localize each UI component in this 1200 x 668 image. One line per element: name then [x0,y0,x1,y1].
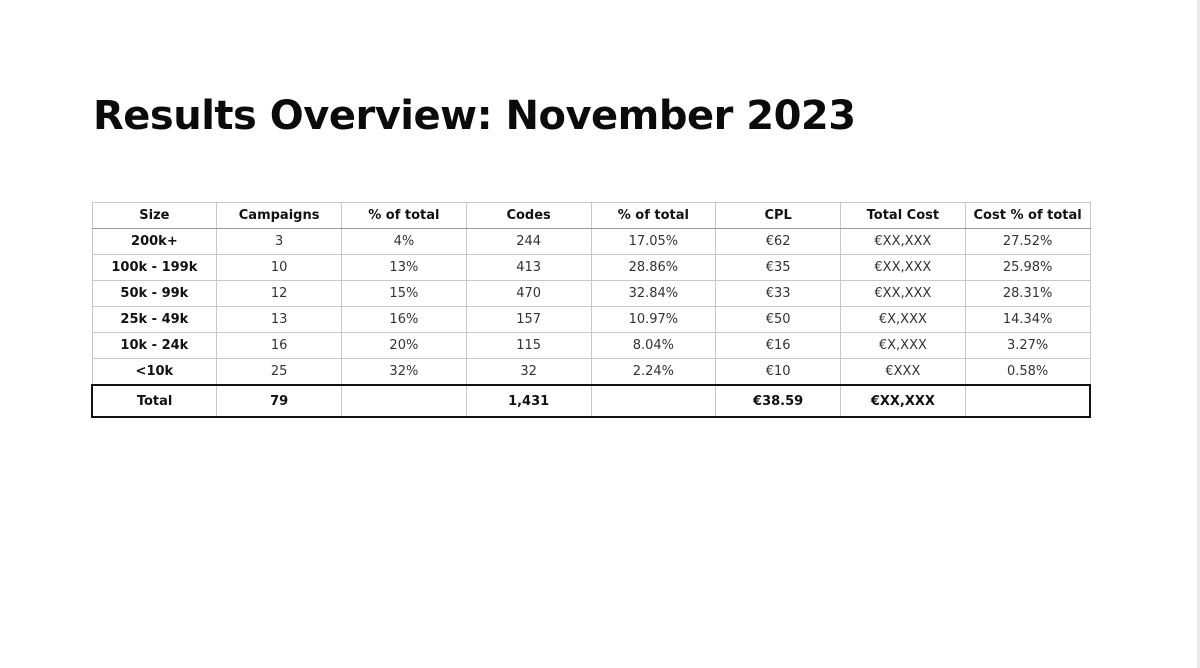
campaigns-pct-cell: 16% [342,307,467,333]
table-footer [92,385,1090,417]
size-cell: 25k - 49k [92,307,217,333]
cost-pct-cell: 25.98% [965,255,1090,281]
table-header [92,203,1090,229]
campaigns-cell: 13 [217,307,342,333]
cost-pct-cell: 14.34% [965,307,1090,333]
total-cost-cell: €XXX [841,359,966,386]
codes-cell: 157 [466,307,591,333]
codes-pct-cell: 8.04% [591,333,716,359]
header-total-cost: Total Cost [841,203,966,229]
codes-cell: 115 [466,333,591,359]
codes-cell: 244 [466,229,591,255]
cpl-cell: €33 [716,281,841,307]
table-row [92,333,1090,359]
campaigns-pct-cell: 15% [342,281,467,307]
total-cpl-cell: €38.59 [716,385,841,417]
table-body [92,229,1090,386]
campaigns-cell: 12 [217,281,342,307]
table-row [92,255,1090,281]
codes-cell: 32 [466,359,591,386]
cost-pct-cell: 0.58% [965,359,1090,386]
codes-pct-cell: 10.97% [591,307,716,333]
total-cost-cell: €XX,XXX [841,255,966,281]
campaigns-pct-cell: 32% [342,359,467,386]
cpl-cell: €10 [716,359,841,386]
total-campaigns-cell: 79 [217,385,342,417]
total-cost-cell: €X,XXX [841,307,966,333]
cost-pct-cell: 28.31% [965,281,1090,307]
cpl-cell: €50 [716,307,841,333]
codes-pct-cell: 17.05% [591,229,716,255]
cpl-cell: €35 [716,255,841,281]
campaigns-pct-cell: 4% [342,229,467,255]
campaigns-cell: 16 [217,333,342,359]
size-cell: 10k - 24k [92,333,217,359]
header-cost-pct: Cost % of total [965,203,1090,229]
size-cell: 50k - 99k [92,281,217,307]
size-cell: <10k [92,359,217,386]
total-label-cell: Total [92,385,217,417]
header-campaigns-pct: % of total [342,203,467,229]
total-cost-cell: €XX,XXX [841,281,966,307]
cpl-cell: €16 [716,333,841,359]
header-campaigns: Campaigns [217,203,342,229]
codes-pct-cell: 2.24% [591,359,716,386]
campaigns-cell: 3 [217,229,342,255]
total-codes-pct-cell [591,385,716,417]
page-title: Results Overview: November 2023 [93,93,856,139]
campaigns-cell: 25 [217,359,342,386]
cost-pct-cell: 27.52% [965,229,1090,255]
size-cell: 100k - 199k [92,255,217,281]
cost-pct-cell: 3.27% [965,333,1090,359]
total-cost-cell: €X,XXX [841,333,966,359]
total-cost-sum-cell: €XX,XXX [841,385,966,417]
campaigns-pct-cell: 20% [342,333,467,359]
header-cpl: CPL [716,203,841,229]
results-table [91,202,1091,418]
codes-pct-cell: 32.84% [591,281,716,307]
total-codes-cell: 1,431 [466,385,591,417]
table-row [92,307,1090,333]
campaigns-cell: 10 [217,255,342,281]
codes-cell: 413 [466,255,591,281]
header-row [92,203,1090,229]
table-row [92,281,1090,307]
total-cost-pct-cell [965,385,1090,417]
table-row [92,359,1090,386]
codes-cell: 470 [466,281,591,307]
cpl-cell: €62 [716,229,841,255]
total-cost-cell: €XX,XXX [841,229,966,255]
header-size: Size [92,203,217,229]
table-row [92,229,1090,255]
header-codes: Codes [466,203,591,229]
size-cell: 200k+ [92,229,217,255]
header-codes-pct: % of total [591,203,716,229]
campaigns-pct-cell: 13% [342,255,467,281]
codes-pct-cell: 28.86% [591,255,716,281]
total-row [92,385,1090,417]
total-campaigns-pct-cell [342,385,467,417]
